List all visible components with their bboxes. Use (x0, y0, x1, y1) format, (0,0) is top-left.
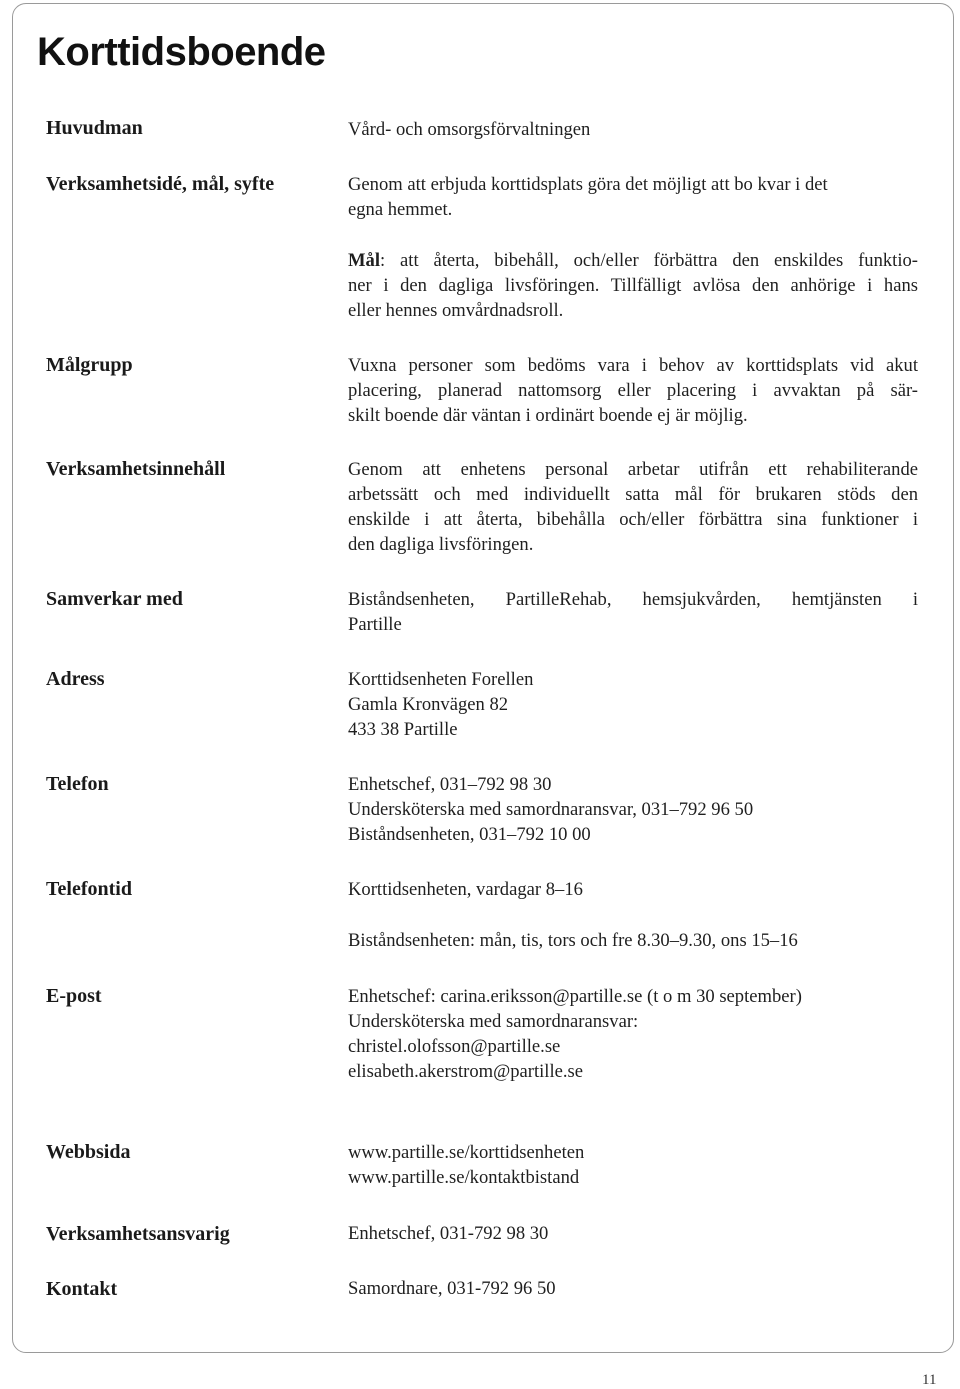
web-link[interactable]: www.partille.se/korttidsenheten (348, 1142, 585, 1163)
value-verksamhetsinnehall (348, 457, 918, 557)
label-verksamhetside: Verksamhetsidé, mål, syfte (46, 173, 275, 195)
value-line: Undersköterska med samordnaransvar: (348, 1011, 639, 1032)
value-line: Enhetschef, 031–792 98 30 (348, 774, 552, 795)
web-link[interactable]: www.partille.se/kontaktbistand (348, 1167, 580, 1188)
value-line: arbetssätt och med individuellt satta mål för brukaren stöds den (348, 484, 918, 505)
label-malgrupp: Målgrupp (46, 354, 133, 376)
label-telefontid: Telefontid (46, 878, 132, 900)
label-samverkar: Samverkar med (46, 588, 183, 610)
value-line: Genom att enhetens personal arbetar utifrån ett rehabiliterande (348, 459, 918, 480)
value-epost (348, 984, 918, 1084)
value-line: Enhetschef: carina.eriksson@partille.se (t o m 30 september) (348, 986, 802, 1007)
value-mal (348, 248, 918, 323)
value-malgrupp (348, 353, 918, 428)
value-samverkar (348, 587, 918, 637)
value-verksamhetsansvarig (348, 1221, 918, 1246)
value-kontakt (348, 1276, 918, 1301)
value-line: Undersköterska med samordnaransvar, 031–792 96 50 (348, 799, 754, 820)
label-adress: Adress (46, 668, 105, 690)
value-line: Partille (348, 614, 402, 635)
value-huvudman (348, 117, 918, 142)
label-telefon: Telefon (46, 773, 109, 795)
value-telefon (348, 772, 918, 847)
value-line: Enhetschef, 031-792 98 30 (348, 1223, 549, 1244)
label-huvudman: Huvudman (46, 117, 143, 139)
page-title: Korttidsboende (37, 30, 326, 74)
value-webbsida (348, 1140, 918, 1190)
label-kontakt: Kontakt (46, 1278, 118, 1300)
value-line: Vuxna personer som bedöms vara i behov av korttidsplats vid akut (348, 355, 918, 376)
email-link[interactable]: elisabeth.akerstrom@partille.se (348, 1061, 584, 1082)
mal-text: : att återta, bibehåll, och/eller förbättra den enskildes funktio- (380, 250, 918, 271)
value-line: ner i den dagliga livsföringen. Tillfälligt avlösa den anhörige i hans (348, 275, 918, 296)
mal-label: Mål (348, 250, 381, 271)
value-line: 433 38 Partille (348, 719, 458, 740)
label-verksamhetsinnehall: Verksamhetsinnehåll (46, 458, 226, 480)
label-epost: E-post (46, 985, 102, 1007)
value-line: egna hemmet. (348, 199, 453, 220)
value-line: Genom att erbjuda korttidsplats göra det möjligt att bo kvar i det (348, 174, 828, 195)
value-line: Biståndsenheten, 031–792 10 00 (348, 824, 591, 845)
value-line: Korttidsenheten Forellen (348, 669, 534, 690)
label-verksamhetsansvarig: Verksamhetsansvarig (46, 1223, 230, 1245)
label-webbsida: Webbsida (46, 1141, 131, 1163)
value-line: Samordnare, 031-792 96 50 (348, 1278, 556, 1299)
value-verksamhetside (348, 172, 918, 222)
email-link[interactable]: christel.olofsson@partille.se (348, 1036, 561, 1057)
value-line: Korttidsenheten, vardagar 8–16 (348, 879, 583, 900)
value-adress (348, 667, 918, 742)
value-line: placering, planerad nattomsorg eller placering i avvaktan på sär- (348, 380, 918, 401)
value-line: den dagliga livsföringen. (348, 534, 534, 555)
value-line: Biståndsenheten: mån, tis, tors och fre 8.30–9.30, ons 15–16 (348, 930, 798, 951)
value-line: eller hennes omvårdnadsroll. (348, 300, 564, 321)
value-line: Gamla Kronvägen 82 (348, 694, 509, 715)
value-line: skilt boende där väntan i ordinärt boende ej är möjlig. (348, 405, 748, 426)
value-telefontid (348, 877, 918, 902)
value-line (348, 248, 918, 273)
value-line: enskilde i att återta, bibehålla och/eller förbättra sina funktioner i (348, 509, 918, 530)
page-number: 11 (922, 1372, 937, 1388)
value-line: Vård- och omsorgsförvaltningen (348, 119, 591, 140)
value-telefontid-bistand (348, 928, 918, 953)
value-line: Biståndsenheten, PartilleRehab, hemsjukvården, hemtjänsten i (348, 589, 918, 610)
